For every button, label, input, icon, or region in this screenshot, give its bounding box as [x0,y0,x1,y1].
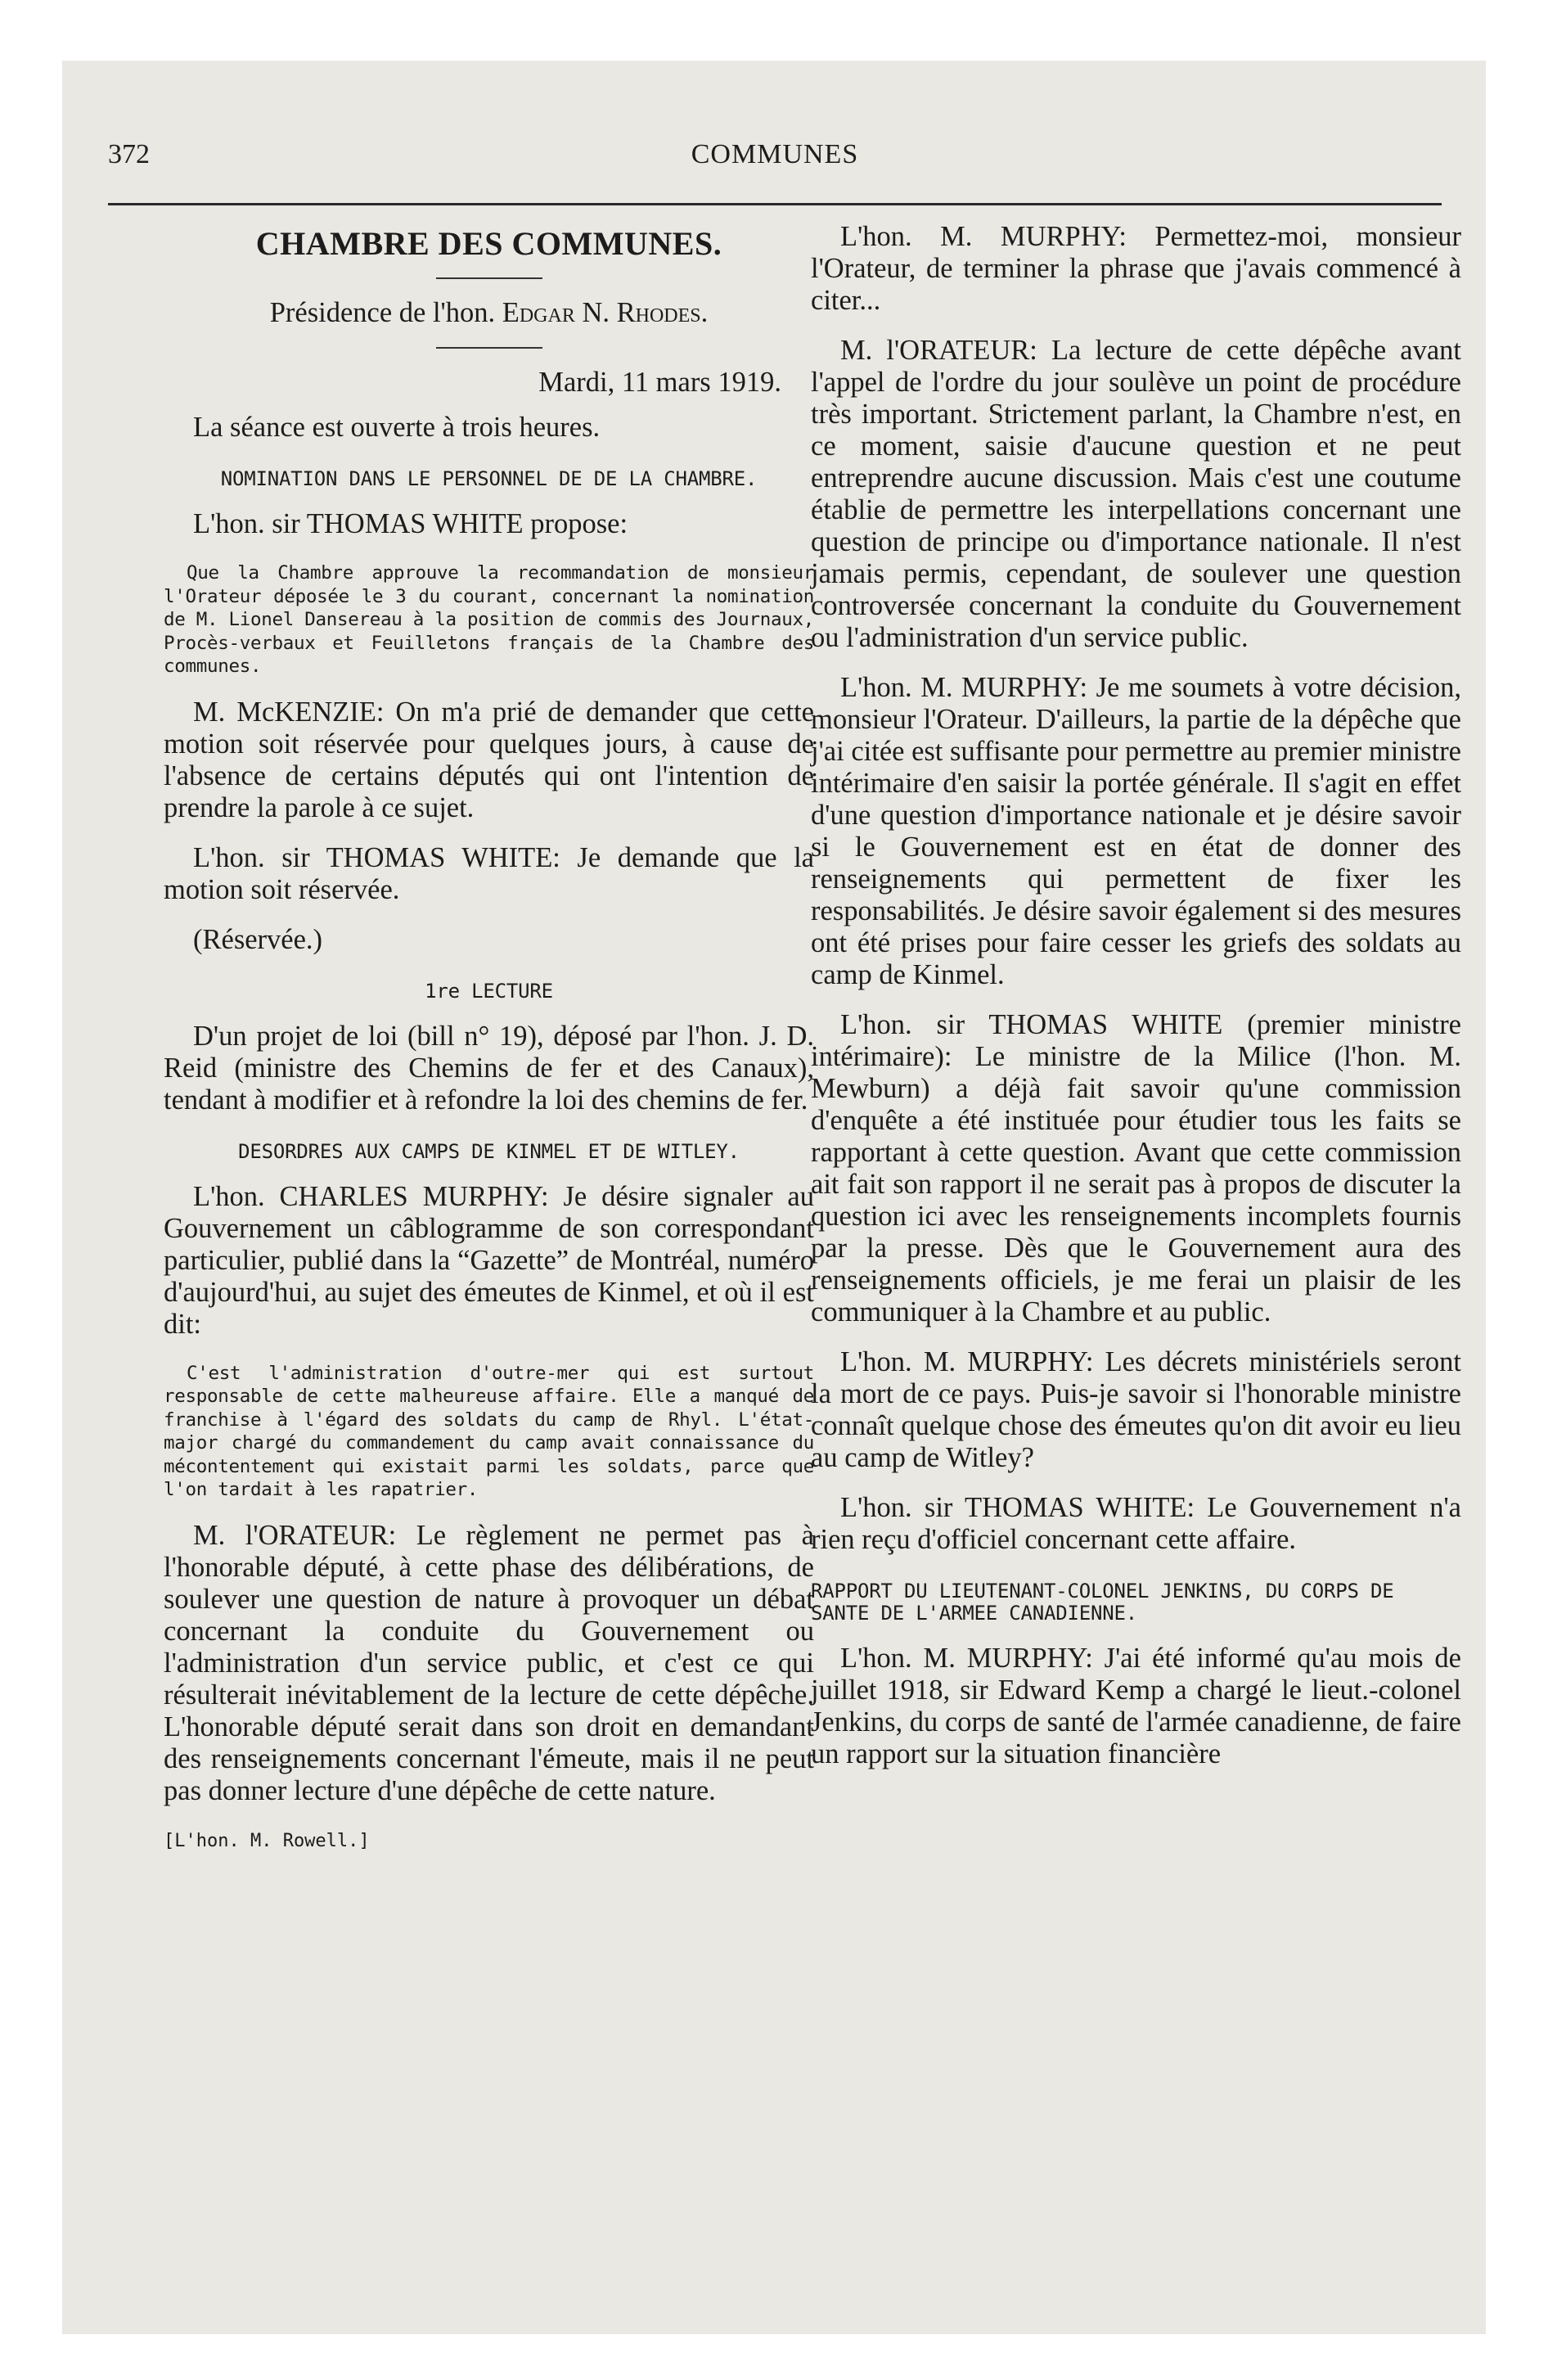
title-divider [436,277,542,279]
motion-text: Que la Chambre approuve la recommandation de monsieur l'Orateur déposée le 3 du courant, concernant la nomination de M. Lionel Dansereau à la position de commis des Journaux, Procès-verbaux et Feuilletons français de la Chambre des communes. [164,562,814,677]
paragraph-orateur-lecture: M. l'ORATEUR: La lecture de cette dépêche avant l'appel de l'ordre du jour soulève un point de procédure très important. Strictement parlant, la Chambre n'est, en ce moment, saisie d'aucune question et ne peut entreprendre aucune discussion. Mais c'est une coutume établie de permettre les interpellations concernant une question de principe ou d'importance nationale. Il n'est jamais permis, cependant, de soulever une question controversée concernant la conduite du Gouvernement ou l'administration d'un service public. [811,335,1461,653]
paragraph-orateur-reglement: M. l'ORATEUR: Le règlement ne permet pas à l'honorable député, à cette phase des délibérations, de soulever une question de nature à provoquer un débat concernant la conduite du Gouvernement ou l'administration d'un service public, et c'est ce qui résulterait inévitablement de la lecture de cette dépêche. L'honorable député serait dans son droit en demandant des renseignements concernant l'émeute, mais il ne peut pas donner lecture d'une dépêche de cette nature. [164,1519,814,1806]
main-title: CHAMBRE DES COMMUNES. [255,225,722,262]
paragraph-murphy-permettez: L'hon. M. MURPHY: Permettez-moi, monsieur l'Orateur, de terminer la phrase que j'avais commencé à citer... [811,221,1461,316]
paragraph-reservee: (Réservée.) [193,923,323,955]
session-date: Mardi, 11 mars 1919. [538,367,781,398]
section-heading-rapport: RAPPORT DU LIEUTENANT-COLONEL JENKINS, DU CORPS DE SANTE DE L'ARMEE CANADIENNE. [811,1580,1394,1625]
opening-line: La séance est ouverte à trois heures. [193,412,601,443]
paragraph-white-gouvernement: L'hon. sir THOMAS WHITE: Le Gouvernement n'a rien reçu d'officiel concernant cette affaire. [811,1492,1461,1555]
presidence-prefix: Présidence de l'hon. [269,297,496,328]
presidence-name: Edgar N. Rhodes. [502,297,709,328]
section-heading-desordres: DESORDRES AUX CAMPS DE KINMEL ET DE WITLEY. [238,1139,740,1163]
section-heading-lecture: 1re LECTURE [425,979,553,1003]
right-column [811,221,1461,2316]
page-header [108,139,1442,177]
paragraph-murphy-decrets: L'hon. M. MURPHY: Les décrets ministériels seront la mort de ce pays. Puis-je savoir si l'honorable ministre connaît quelque chose des émeutes qu'on dit avoir eu lieu au camp de Witley? [811,1346,1461,1473]
paragraph-murphy-cablogramme: L'hon. CHARLES MURPHY: Je désire signaler au Gouvernement un câblogramme de son correspondant particulier, publié dans la “Gazette” de Montréal, numéro d'aujourd'hui, au sujet des émeutes de Kinmel, et où il est dit: [164,1180,814,1340]
presidence-line [164,297,814,329]
paragraph-white-ministre: L'hon. sir THOMAS WHITE (premier ministre intérimaire): Le ministre de la Milice (l'hon. M. Mewburn) a déjà fait savoir qu'une commission d'enquête a été instituée pour étudier tous les faits se rapportant à cette question. Avant que cette commission ait fait son rapport il ne serait pas à propos de discuter la question ici avec les renseignements incomplets fournis par la presse. Dès que le Gouvernement aura des renseignements officiels, je me ferai un plaisir de les communiquer à la Chambre et au public. [811,1009,1461,1327]
left-column [164,221,814,2316]
date-divider [436,347,542,349]
page-number: 372 [108,139,150,169]
page-footer: [L'hon. M. Rowell.] [164,1830,370,1851]
paragraph-bill: D'un projet de loi (bill n° 19), déposé par l'hon. J. D. Reid (ministre des Chemins de fer et des Canaux), tendant à modifier et à refondre la loi des chemins de fer. [164,1020,814,1116]
paragraph-mckenzie: M. McKENZIE: On m'a prié de demander que cette motion soit réservée pour quelques jours, à cause de l'absence de certains députés qui ont l'intention de prendre la parole à ce sujet. [164,696,814,823]
header-rule [108,203,1442,205]
quoted-dispatch: C'est l'administration d'outre-mer qui est surtout responsable de cette malheureuse affaire. Elle a manqué de franchise à l'égard des soldats du camp de Rhyl. L'état-major chargé du commandement du camp avait connaissance du mécontentement qui existait parmi les soldats, parce que l'on tardait à les rapatrier. [164,1362,814,1500]
section-heading-nomination: NOMINATION DANS LE PERSONNEL DE DE LA CHAMBRE. [220,467,758,490]
paragraph-murphy-informe: L'hon. M. MURPHY: J'ai été informé qu'au mois de juillet 1918, sir Edward Kemp a chargé le lieut.-colonel Jenkins, du corps de santé de l'armée canadienne, de faire un rapport sur la situation financière [811,1643,1461,1769]
running-title: COMMUNES [691,139,859,169]
paragraph-white-propose: L'hon. sir THOMAS WHITE propose: [193,508,628,539]
paragraph-murphy-soumets: L'hon. M. MURPHY: Je me soumets à votre décision, monsieur l'Orateur. D'ailleurs, la partie de la dépêche que j'ai citée est suffisante pour permettre au premier ministre intérimaire d'en saisir la portée générale. Il s'agit en effet d'une question d'importance nationale et je désire savoir si le Gouvernement est en état de donner des renseignements qui permettent de fixer les responsabilités. Je désire savoir également si des mesures ont été prises pour faire cesser les griefs des soldats au camp de Kinmel. [811,672,1461,990]
paragraph-white-reserve: L'hon. sir THOMAS WHITE: Je demande que la motion soit réservée. [164,841,814,905]
